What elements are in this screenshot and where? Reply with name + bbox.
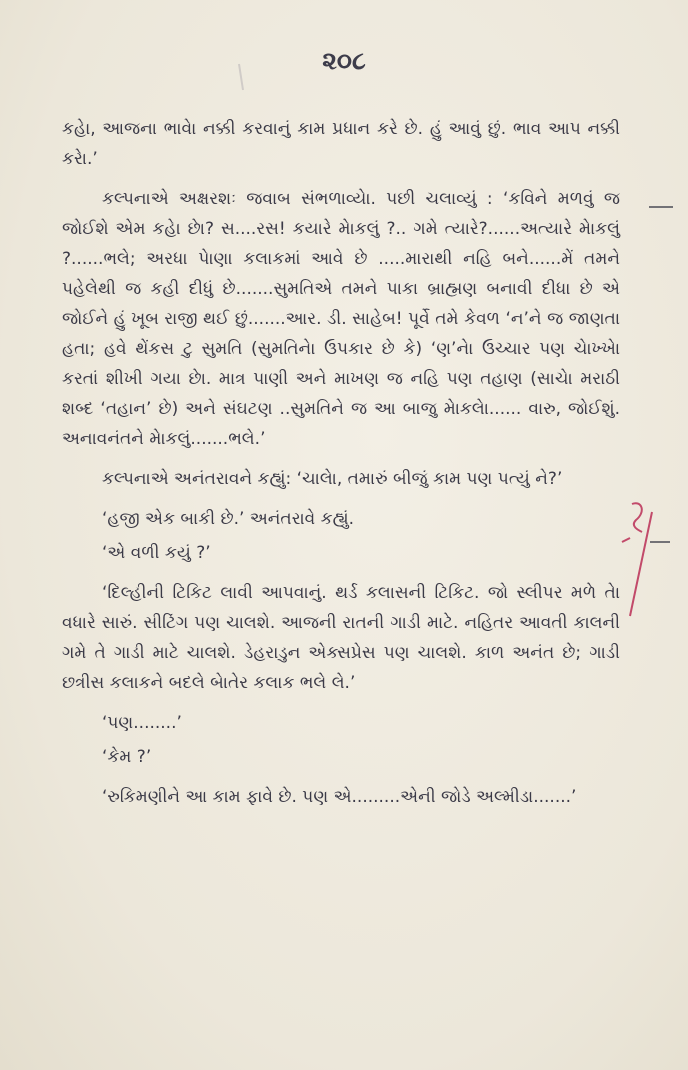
paragraph-6: ‘દિલ્હીની ટિકિટ લાવી આપવાનું. થર્ડ કલાસની ટિકિટ. જો સ્લીપર મળે તેા વધારે સારું. સીટિંગ પણ ચાલશે. આજની રાતની ગાડી માટે. નહિતર આવતી કાલની ગમે તે ગાડી માટે ચાલશે. ડેહરાડુન એક્સપ્રેસ પણ ચાલશે. કાળ અનંત છે; ગાડી છત્રીસ કલાકને બદલે બેાતેર કલાક ભલે લે.’ xyxy=(62,583,620,693)
paragraph-5: ‘એ વળી કયું ?’ xyxy=(102,543,211,563)
paragraph-9: ‘રુકિમણીને આ કામ ફાવે છે. પણ એ.........એની જોડે અલ્મીડા.......’ xyxy=(102,787,577,807)
paragraph-3: કલ્પનાએ અનંતરાવને કહ્યું: ‘ચાલેા, તમારું બીજું કામ પણ પત્યું ને?’ xyxy=(102,469,563,489)
paragraph-7: ‘પણ........’ xyxy=(102,713,182,733)
body-text xyxy=(62,114,620,822)
paragraph-2: કલ્પનાએ અક્ષરશઃ જવાબ સંભળાવ્યેા. પછી ચલાવ્યું : ‘કવિને મળવું જ જોઈશે એમ કહેા છેા? સ....રસ! કયારે મેાકલું ?.. ગમે ત્યારે?......અત્યારે મેાકલું ?......ભલે; અરધા પેાણા કલાકમાં આવે છે .....મારાથી નહિ બને......મેં તમને પહેલેથી જ કહી દીધું છે.......સુમતિએ તમને પાકા બ્રાહ્મણ બનાવી દીધા છે એ જોઈને હું ખૂબ રાજી થઈ છું.......આર. ડી. સાહેબ! પૂર્વે તમે કેવળ ‘ન’ને જ જાણતા હતા; હવે થેંકસ ટુ સુમતિ (સુમતિનેા ઉપકાર છે કે) ‘ણ’નેા ઉચ્ચાર પણ ચેાખ્ખેા કરતાં શીખી ગયા છેા. માત્ર પાણી અને માખણ જ નહિ પણ તહાણ (સાચેા મરાઠી શબ્દ ‘તહાન’ છે) અને સંઘટણ ..સુમતિને જ આ બાજુ મેાકલેા...... વારુ, જોઈશું. અનાવનંતને મેાકલું.......ભલે.’ xyxy=(62,189,620,449)
paragraph-1: કહેા, આજના ભાવેા નક્કી કરવાનું કામ પ્રધાન કરે છે. હું આવું છું. ભાવ આપ નક્કી કરેા.’ xyxy=(62,119,620,169)
paragraph-4: ‘હજી એક બાકી છે.’ અનંતરાવે કહ્યું. xyxy=(102,509,355,529)
paragraph-8: ‘કેમ ?’ xyxy=(102,747,152,767)
margin-dash-mark xyxy=(648,204,674,210)
page-number: ૨૦૮ xyxy=(322,46,366,75)
handwritten-margin-annotation xyxy=(612,498,672,618)
